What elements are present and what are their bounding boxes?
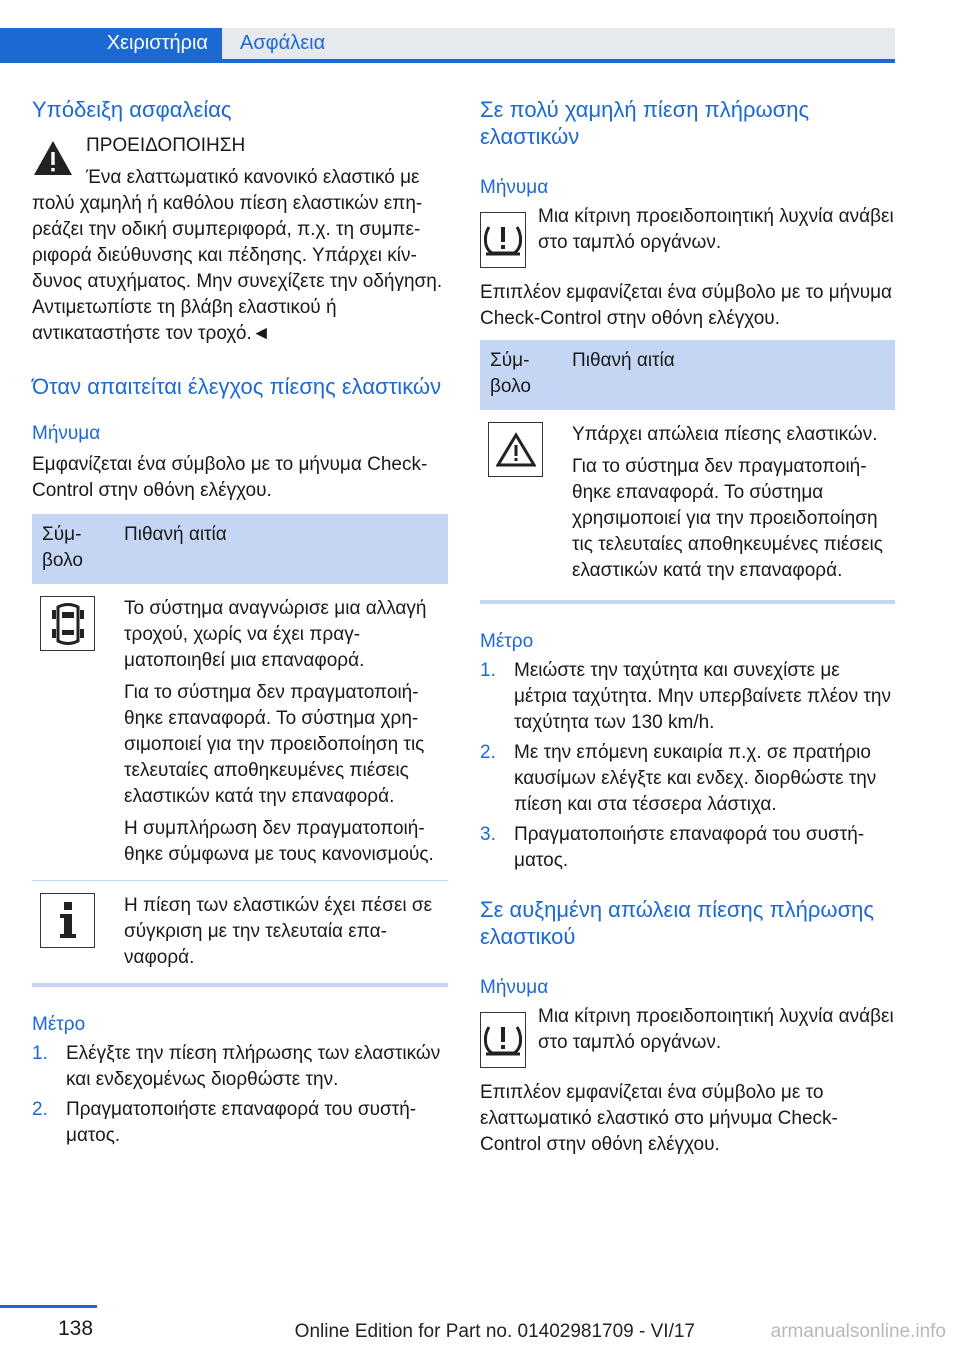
safety-note-heading: Υπόδειξη ασφαλείας <box>32 97 232 122</box>
table-row <box>480 410 895 600</box>
warning-triangle-icon <box>488 422 543 477</box>
message-heading: Μήνυμα <box>480 977 549 998</box>
edition-text: Online Edition for Part no. 01402981709 - VI/17 <box>294 1321 695 1342</box>
measures-heading: Μέτρο <box>32 1014 86 1035</box>
measures-heading: Μέτρο <box>480 631 534 652</box>
header-cause: Πιθανή αιτία <box>124 524 227 545</box>
cause-text: Υπάρχει απώλεια πίεσης ελαστικών. <box>572 424 878 445</box>
cause-text: Για το σύστημα δεν πραγματοποιήθηκε επαναφορά. Το σύστημα χρησιμοποιεί για την προειδοποίηση τις τελευταίες αποθηκευμένες πιέσεις ελαστικών κατά την επαναφορά. <box>572 456 883 581</box>
tab-controls[interactable]: Χειριστήρια <box>0 28 222 59</box>
warning-light-row <box>480 1004 895 1068</box>
list-item <box>480 658 895 736</box>
right-column <box>480 96 895 1158</box>
warning-block <box>32 133 448 347</box>
left-column <box>32 96 448 1149</box>
table-row <box>32 881 448 983</box>
header-symbol: Σύμβολο <box>42 524 83 571</box>
footer-accent-line <box>0 1305 97 1308</box>
cause-text: Η πίεση των ελαστικών έχει πέσει σε σύγκριση με την τελευταία επαναφορά. <box>124 895 433 968</box>
cause-text: Η συμπλήρωση δεν πραγματοποιήθηκε σύμφωνα με τους κανονισμούς. <box>124 818 434 865</box>
list-number: 1. <box>32 1043 48 1064</box>
table-header <box>480 340 895 410</box>
list-text: Με την επόμενη ευκαιρία π.χ. σε πρατήριο καυσίμων ελέγξτε και ενδεχ. διορθώστε την πίεση και στα τέσσερα λάστιχα. <box>514 742 877 815</box>
additional-text: Επιπλέον εμφανίζεται ένα σύμβολο με το μήνυμα Check-Control στην οθόνη ελέγχου. <box>480 282 893 329</box>
table-row <box>32 584 448 881</box>
list-item <box>32 1041 448 1093</box>
header-accent-line <box>0 59 895 63</box>
list-item <box>480 822 895 874</box>
message-heading: Μήνυμα <box>32 423 101 444</box>
header-symbol: Σύμβολο <box>490 350 531 397</box>
symbol-table <box>480 340 895 604</box>
check-pressure-heading: Όταν απαιτείται έλεγχος πίεσης ελαστικών <box>32 374 442 399</box>
tire-pressure-warning-icon <box>480 212 526 268</box>
info-icon <box>40 893 95 948</box>
car-wheels-icon <box>40 596 95 651</box>
list-text: Ελέγξτε την πίεση πλήρωσης των ελαστικών και ενδεχομένως διορθώστε την. <box>66 1043 441 1090</box>
low-pressure-heading: Σε πολύ χαμηλή πίεση πλήρωσης ελαστικών <box>480 97 810 149</box>
list-text: Πραγματοποιήστε επαναφορά του συστήματος. <box>514 824 865 871</box>
list-text: Πραγματοποιήστε επαναφορά του συστήματος. <box>66 1099 417 1146</box>
header-bar <box>0 28 895 63</box>
warning-triangle-icon <box>32 137 74 179</box>
table-header <box>32 514 448 584</box>
measures-list <box>32 1041 448 1149</box>
cause-text: Το σύστημα αναγνώρισε μια αλλαγή τροχού, χωρίς να έχει πραγματοποιηθεί μια επαναφορά. <box>124 598 427 671</box>
warning-text: πολύ χαμηλή ή καθόλου πίεση ελαστικών επηρεάζει την οδική συμπεριφορά, π.χ. τη συμπεριφορά διεύθυνσης και πέδησης. Υπάρχει κίνδυνος ατυχήματος. Μην συνεχίζετε την οδήγηση. Αντιμετωπίστε τη βλάβη ελαστικού ή αντικαταστήστε τον τροχό.◄ <box>32 193 443 344</box>
list-number: 1. <box>480 660 496 681</box>
cause-text: Για το σύστημα δεν πραγματοποιήθηκε επαναφορά. Το σύστημα χρησιμοποιεί για την προειδοποίηση τις τελευταίες αποθηκευμένες πιέσεις ελαστικών κατά την επαναφορά. <box>124 682 425 807</box>
list-item <box>480 740 895 818</box>
table-end-line <box>480 600 895 604</box>
list-number: 2. <box>32 1099 48 1120</box>
warning-first-line: Ένα ελαττωματικό κανονικό ελαστικό με <box>86 167 420 188</box>
message-text: Εμφανίζεται ένα σύμβολο με το μήνυμα Check-Control στην οθόνη ελέγχου. <box>32 454 428 501</box>
warning-light-row <box>480 204 895 268</box>
message-heading: Μήνυμα <box>480 177 549 198</box>
tab-safety[interactable]: Ασφάλεια <box>240 32 326 54</box>
warning-light-text: Μια κίτρινη προειδοποιητική λυχνία ανάβει στο ταμπλό οργάνων. <box>538 1006 894 1053</box>
page-number: 138 <box>58 1317 94 1340</box>
additional-text: Επιπλέον εμφανίζεται ένα σύμβολο με το ελαττωματικό ελαστικό στο μήνυμα Check-Control στην οθόνη ελέγχου. <box>480 1082 838 1155</box>
increased-loss-heading: Σε αυξημένη απώλεια πίεσης πλήρωσης ελαστικού <box>480 897 874 949</box>
watermark: armanualsonline.info <box>770 1321 946 1342</box>
list-text: Μειώστε την ταχύτητα και συνεχίστε με μέτρια ταχύτητα. Μην υπερβαίνετε πλέον την ταχύτητα των 130 km/h. <box>514 660 891 733</box>
list-number: 3. <box>480 824 496 845</box>
list-number: 2. <box>480 742 496 763</box>
table-end-line <box>32 983 448 987</box>
header-cause: Πιθανή αιτία <box>572 350 675 371</box>
tire-pressure-warning-icon <box>480 1012 526 1068</box>
warning-label: ΠΡΟΕΙΔΟΠΟΙΗΣΗ <box>86 135 246 156</box>
list-item <box>32 1097 448 1149</box>
warning-light-text: Μια κίτρινη προειδοποιητική λυχνία ανάβει στο ταμπλό οργάνων. <box>538 206 894 253</box>
symbol-table <box>32 514 448 987</box>
measures-list <box>480 658 895 874</box>
